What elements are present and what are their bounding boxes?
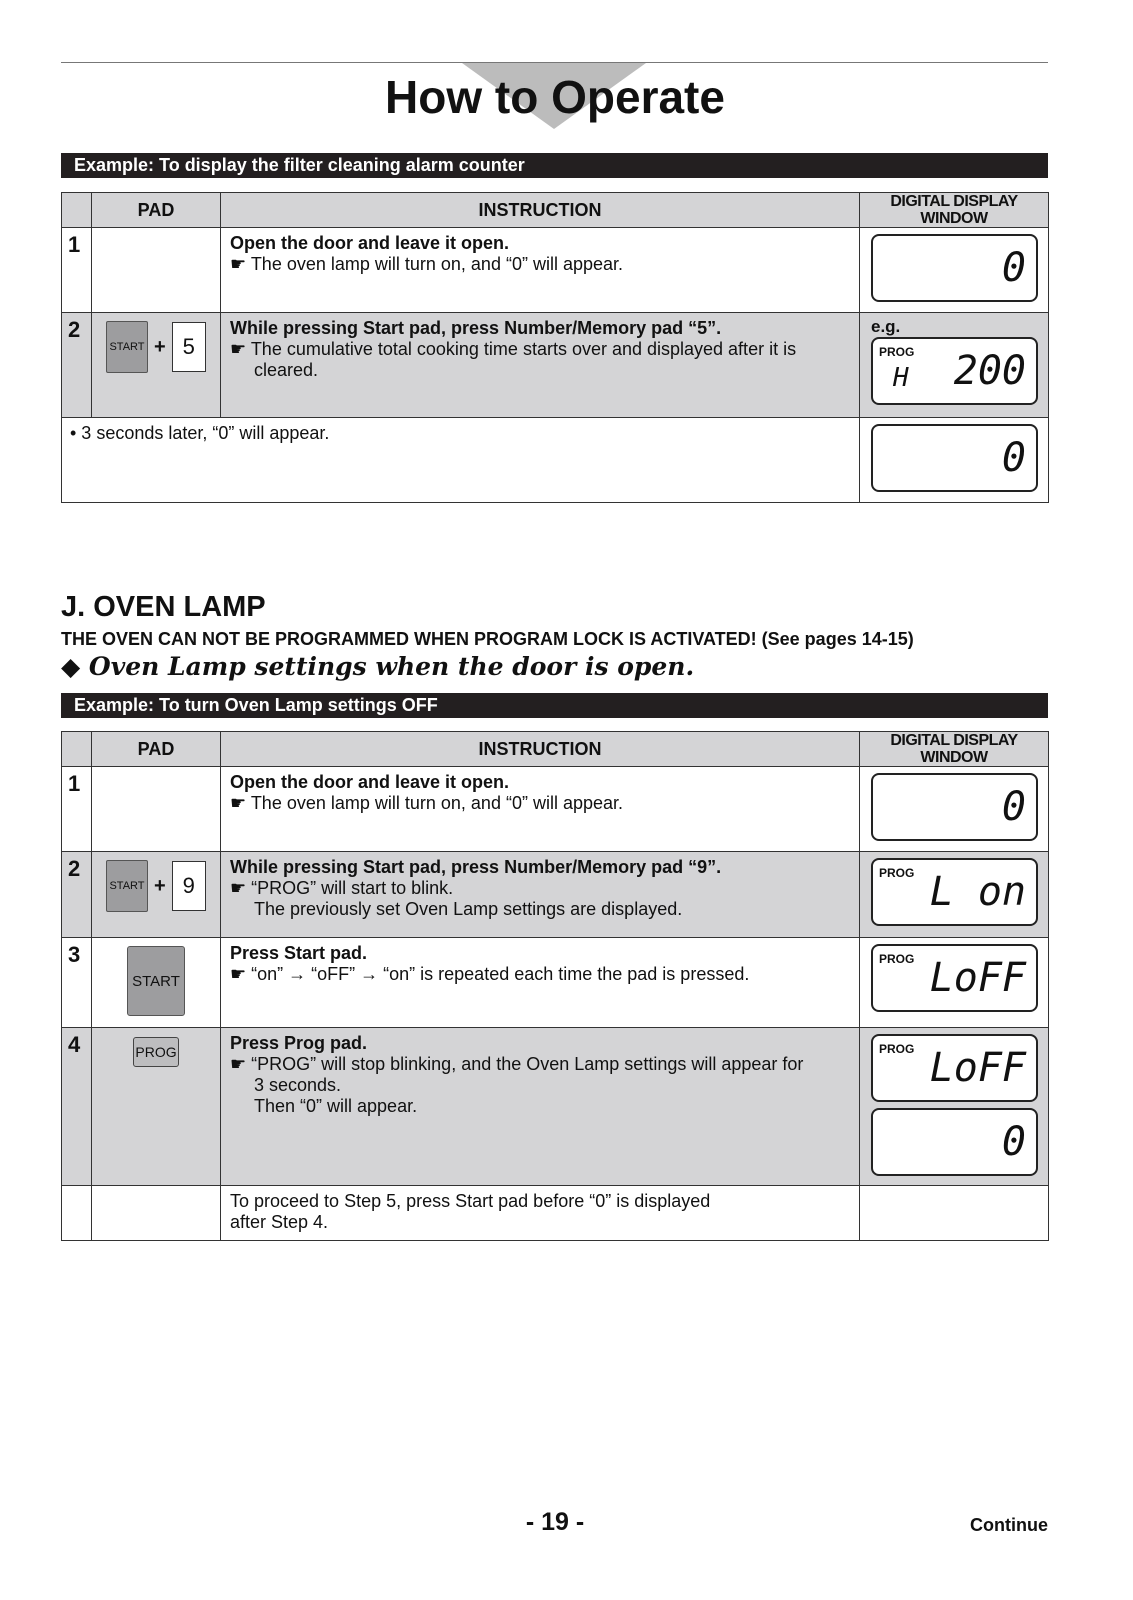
start-pad: START — [106, 321, 148, 373]
example-bar-2: Example: To turn Oven Lamp settings OFF — [61, 693, 1048, 718]
prog-pad: PROG — [133, 1037, 179, 1067]
note: • 3 seconds later, “0” will appear. — [62, 418, 860, 503]
table-row — [62, 228, 1049, 313]
instruction: While pressing Start pad, press Number/Memory pad “5”. ☛ The cumulative total cooking time starts over and displayed after it is cleared. — [221, 313, 860, 418]
display-window: 0 — [871, 424, 1038, 492]
instruction: Open the door and leave it open. ☛ The oven lamp will turn on, and “0” will appear. — [221, 228, 860, 313]
table-row: 2 START + 9 While pressing Start pad, press Number/Memory pad “9”. ☛ “PROG” will start to blink. The previously set Oven Lamp settings are displayed. PROG L on — [62, 852, 1049, 938]
table-row — [62, 418, 1049, 503]
display-window: 0 — [871, 234, 1038, 302]
table-row: 4 PROG Press Prog pad. ☛ “PROG” will stop blinking, and the Oven Lamp settings will appear for 3 seconds. Then “0” will appear. PROG LoFF 0 — [62, 1028, 1049, 1186]
table-row: 2 START + 5 While pressing Start pad, press Number/Memory pad “5”. ☛ The cumulative total cooking time starts over and displayed after it is cleared. e.g. PROG H 200 — [62, 313, 1049, 418]
number-pad-9: 9 — [172, 861, 206, 911]
header-instruction: INSTRUCTION — [221, 193, 860, 228]
display-window: PROG LoFF — [871, 944, 1038, 1012]
table-row: 3 START Press Start pad. ☛ “on” → “oFF” → “on” is repeated each time the pad is pressed. PROG LoFF — [62, 938, 1049, 1028]
instruction-table-1 — [61, 192, 1049, 503]
example-bar-1: Example: To display the filter cleaning alarm counter — [61, 153, 1048, 178]
subtitle: ◆ Oven Lamp settings when the door is open. — [61, 652, 695, 681]
display-window: PROG H 200 — [871, 337, 1038, 405]
display-window: 0 — [871, 1108, 1038, 1176]
table-row: 1 Open the door and leave it open. ☛ The oven lamp will turn on, and “0” will appear. 0 — [62, 767, 1049, 852]
note: To proceed to Step 5, press Start pad before “0” is displayed after Step 4. — [221, 1186, 860, 1241]
warning: THE OVEN CAN NOT BE PROGRAMMED WHEN PROGRAM LOCK IS ACTIVATED! (See pages 14-15) — [61, 629, 914, 649]
table-row — [62, 1186, 1049, 1241]
header-pad: PAD — [92, 193, 221, 228]
page-number: - 19 - — [525, 1508, 585, 1536]
display-window: PROG LoFF — [871, 1034, 1038, 1102]
page-title: How to Operate — [385, 71, 725, 123]
start-pad: START — [127, 946, 185, 1016]
continue-label: Continue — [970, 1515, 1048, 1535]
instruction-table-2: PAD INSTRUCTION DIGITAL DISPLAY WINDOW 1 Open the door and leave it open. ☛ The oven lamp will turn on, and “0” will appear. 0 2 START + 9 While pressing Start pad, press Number/Memory pad “9”. ☛ “PROG” will start to blink. The previously set Oven Lamp settings are displayed. PROG L on 3 START Press Start pad. ☛ “on” → “oFF” → “on” is repeated each time the pad is pressed. PROG LoFF 4 PROG Press Prog pad. ☛ “PROG” will stop blinking, and the Oven Lamp settings will appear for 3 seconds. Then “0” will appear. PROG LoFF 0 To proceed to Step 5, press Start pad before “0” is displayed after Step 4. — [61, 731, 1049, 1241]
section-title: J. OVEN LAMP — [61, 591, 266, 623]
start-pad: START — [106, 860, 148, 912]
display-window: 0 — [871, 773, 1038, 841]
header-display: DIGITAL DISPLAY WINDOW — [860, 193, 1049, 228]
number-pad-5: 5 — [172, 322, 206, 372]
step-number: 1 — [62, 228, 92, 313]
display-window: PROG L on — [871, 858, 1038, 926]
